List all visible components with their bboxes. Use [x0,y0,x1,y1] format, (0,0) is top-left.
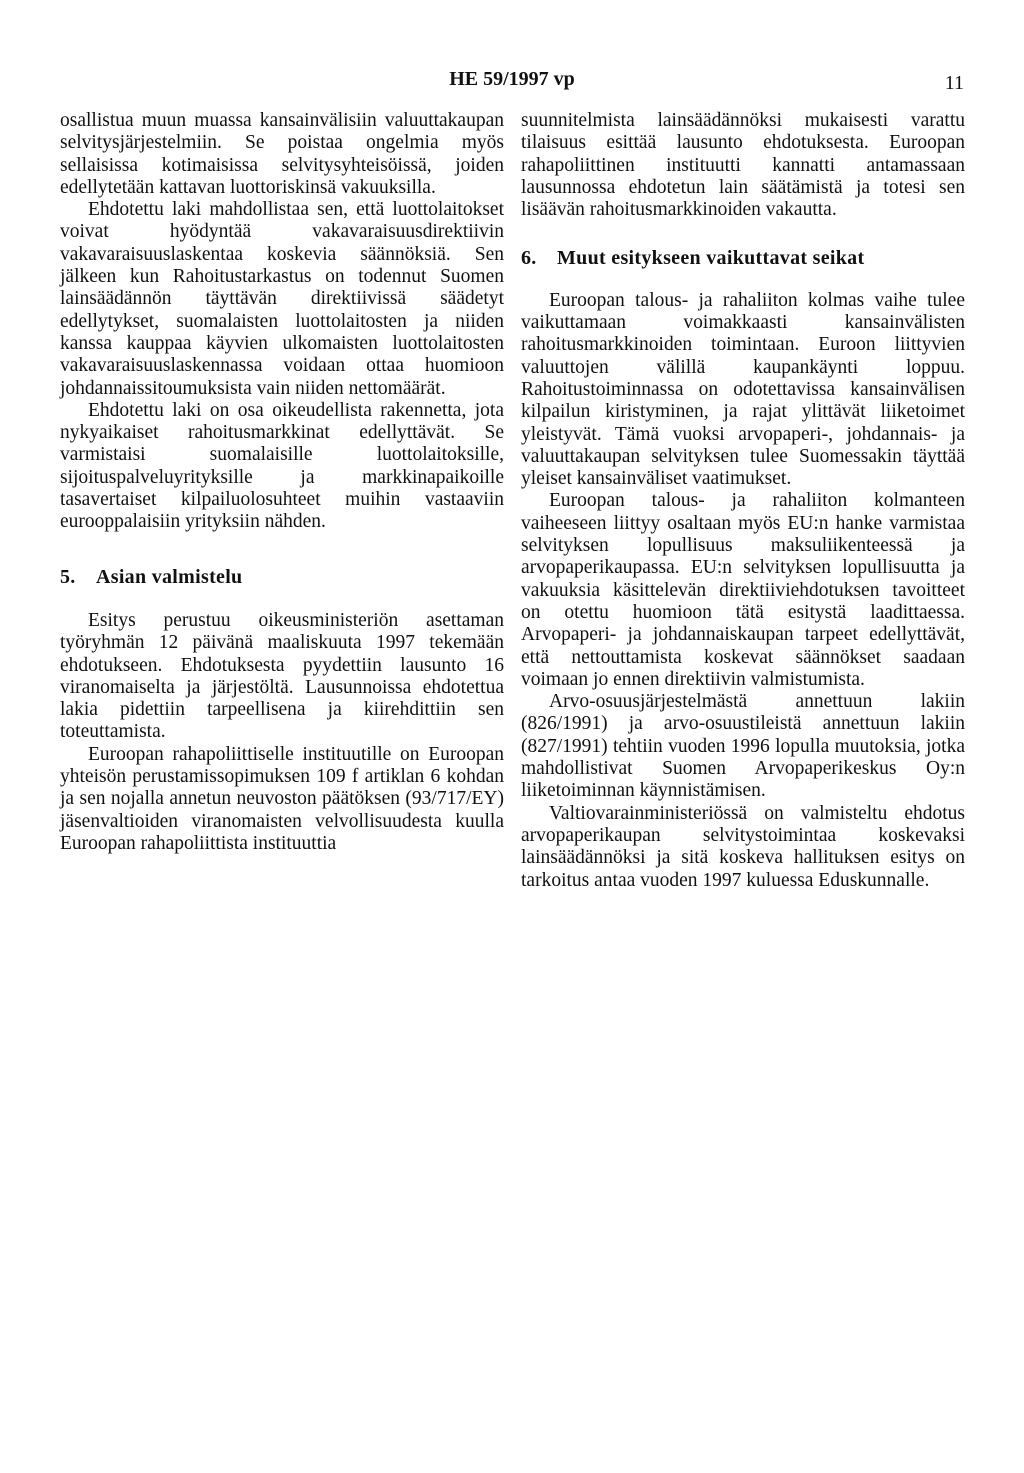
section-heading [521,247,965,269]
left-column [60,110,504,855]
document-id: HE 59/1997 vp [449,68,575,90]
page-header [60,68,964,98]
paragraph: Euroopan talous- ja rahaliiton kolmanteen vaiheeseen liittyy osaltaan myös EU:n hanke varmistaa selvityksen lopullisuus maksuliikenteessä ja arvopaperikaupassa. EU:n selvityksen lopullisuutta ja vakuuksia käsittelevän direktiiviehdotuksen tavoitteet on otettu huomioon tätä esitystä laadittaessa. Arvopaperi- ja johdannaiskaupan tarpeet edellyttävät, että nettouttamista koskevat säännökset saadaan voimaan jo ennen direktiivin valmistumista. [521,490,965,690]
section-title: Asian valmistelu [96,565,243,588]
section-heading [60,566,504,588]
section-number: 6. [521,247,537,270]
paragraph: Esitys perustuu oikeusministeriön asettaman työryhmän 12 päivänä maaliskuuta 1997 tekemään ehdotukseen. Ehdotuksesta pyydettiin lausunto 16 viranomaiselta ja järjestöltä. Lausunnoissa ehdotettua lakia pidettiin tarpeellisena ja kiirehdittiin sen toteuttamista. [60,609,504,743]
paragraph: Ehdotettu laki mahdollistaa sen, että luottolaitokset voivat hyödyntää vakavaraisuusdirektiivin vakavaraisuuslaskentaa koskevia säännöksiä. Sen jälkeen kun Rahoitustarkastus on todennut Suomen lainsäädännön täyttävän direktiivissä säädetyt edellytykset, suomalaisten luottolaitosten ja niiden kanssa kauppaa käyvien ulkomaisten luottolaitosten vakavaraisuuslaskennassa voidaan ottaa huomioon johdannaissitoumuksista vain niiden nettomäärät. [60,199,504,399]
paragraph: Valtiovarainministeriössä on valmisteltu ehdotus arvopaperikaupan selvitystoimintaa koskevaksi lainsäädännöksi ja sitä koskeva hallituksen esitys on tarkoitus antaa vuoden 1997 kuluessa Eduskunnalle. [521,802,965,891]
paragraph: Euroopan talous- ja rahaliiton kolmas vaihe tulee vaikuttamaan voimakkaasti kansainvälisten rahoitusmarkkinoiden toimintaan. Euroon liittyvien valuuttojen välillä kaupankäynti loppuu. Rahoitustoiminnassa on odotettavissa kansainvälisen kilpailun kiristyminen, ja rajat ylittävät liiketoimet yleistyvät. Tämä vuoksi arvopaperi-, johdannais- ja valuuttakaupan selvityksen tulee Suomessakin täyttää yleiset kansainväliset vaatimukset. [521,289,965,490]
paragraph: Ehdotettu laki on osa oikeudellista rakennetta, jota nykyaikaiset rahoitusmarkkinat edellyttävät. Se varmistaisi suomalaisille luottolaitoksille, sijoituspalveluyrityksille ja markkinapaikoille tasavertaiset kilpailuolosuhteet muihin vastaaviin eurooppalaisiin yrityksiin nähden. [60,399,504,533]
paragraph: Arvo-osuusjärjestelmästä annettuun lakiin (826/1991) ja arvo-osuustileistä annettuun lakiin (827/1991) tehtiin vuoden 1996 lopulla muutoksia, jotka mahdollistivat Suomen Arvopaperikeskus Oy:n liiketoiminnan käynnistämisen. [521,691,965,802]
section-number: 5. [60,565,76,588]
paragraph: suunnitelmista lainsäädännöksi mukaisesti varattu tilaisuus esittää lausunto ehdotuksesta. Euroopan rahapoliittinen instituutti kannatti antamassaan lausunnossa ehdotetun lain säätämistä ja totesi sen lisäävän rahoitusmarkkinoiden vakautta. [521,110,965,221]
paragraph: osallistua muun muassa kansainvälisiin valuuttakaupan selvitysjärjestelmiin. Se poistaa ongelmia myös sellaisissa kotimaisissa selvitysyhteisöissä, joiden edellytetään kattavan luottoriskinsä vakuuksilla. [60,110,504,198]
page-number: 11 [944,72,964,94]
right-column [521,110,965,892]
paragraph: Euroopan rahapoliittiselle instituutille on Euroopan yhteisön perustamissopimuksen 109 f artiklan 6 kohdan ja sen nojalla annetun neuvoston päätöksen (93/717/EY) jäsenvaltioiden viranomaisten velvollisuudesta kuulla Euroopan rahapoliittista instituuttia [60,743,504,854]
section-title: Muut esitykseen vaikuttavat seikat [557,247,865,270]
